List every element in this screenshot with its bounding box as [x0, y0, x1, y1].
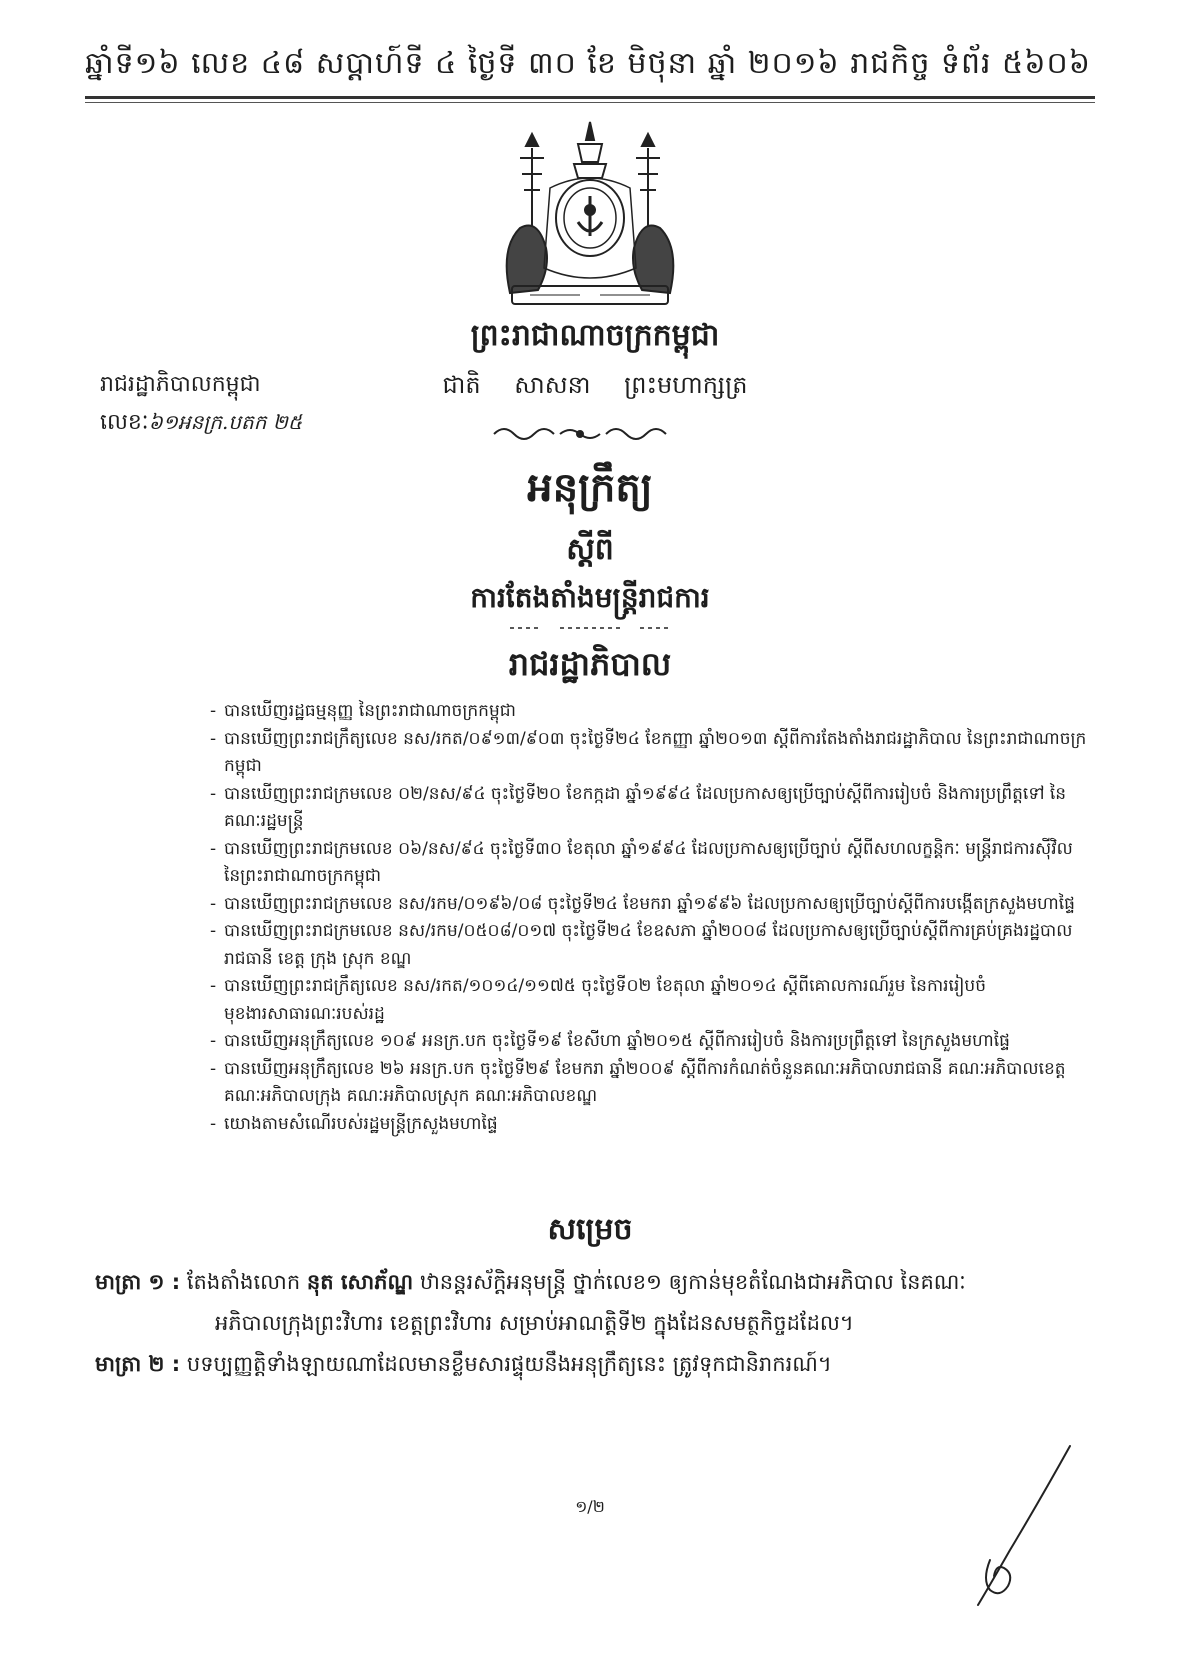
- article-1-text-before: តែងតាំងលោក: [186, 1270, 301, 1294]
- header-rule-thin: [85, 102, 1095, 103]
- article-2-label: មាត្រា ២ :: [95, 1352, 181, 1376]
- motto-king: ព្រះមហាក្សត្រ: [624, 371, 748, 399]
- article-1-text-after: ឋានន្តរស័ក្តិអនុមន្ត្រី ថ្នាក់លេខ១ ឲ្យកាន់មុខតំណែងជាអភិបាល នៃគណៈ: [419, 1270, 966, 1294]
- article-2: [95, 1344, 1085, 1385]
- article-1: [95, 1262, 1085, 1344]
- gazette-header: ឆ្នាំទី១៦ លេខ ៤៨ សប្ដាហ៍ទី ៤ ថ្ងៃទី ៣០ ខែ មិថុនា ឆ្នាំ ២០១៦ រាជកិច្ច ទំព័រ ៥៦០៦: [85, 46, 1092, 81]
- preamble-item: - បានឃើញព្រះរាជក្រមលេខ ០២/នស/៩៤ ចុះថ្ងៃទី២០ ខែកក្កដា ឆ្នាំ១៩៩៤ ដែលប្រកាសឲ្យប្រើច្បាប់ស្ដីពីការរៀបចំ និងការប្រព្រឹត្តទៅ នៃគណៈរដ្ឋមន្ត្រី: [210, 781, 1090, 836]
- number-label: លេខៈ: [100, 410, 149, 435]
- preamble-item: - បានឃើញអនុក្រឹត្យលេខ ២៦ អនក្រ.បក ចុះថ្ងៃទី២៩ ខែមករា ឆ្នាំ២០០៩ ស្ដីពីការកំណត់ចំនួនគណៈអភិបាលរាជធានី គណៈអភិបាលខេត្ត គណៈអភិបាលក្រុង គណៈអភិបាលស្រុក គណៈអភិបាលខណ្ឌ: [210, 1056, 1090, 1111]
- appointee-name: នុត សោភ័ណ្ឌ: [306, 1270, 414, 1294]
- decision-heading: សម្រេច: [547, 1212, 633, 1247]
- issuing-government: រាជរដ្ឋាភិបាលកម្ពុជា: [100, 372, 261, 397]
- royal-coat-of-arms-icon: [490, 118, 690, 313]
- preamble-item: - បានឃើញព្រះរាជក្រមលេខ ០៦/នស/៩៤ ចុះថ្ងៃទី៣០ ខែតុលា ឆ្នាំ១៩៩៤ ដែលប្រកាសឲ្យប្រើច្បាប់ ស្ដីពីសហលក្ខន្តិកៈ មន្ត្រីរាជការស៊ីវិល នៃព្រះរាជាណាចក្រកម្ពុជា: [210, 836, 1090, 891]
- motto-nation: ជាតិ: [442, 371, 481, 399]
- preamble-item: - បានឃើញរដ្ឋធម្មនុញ្ញ នៃព្រះរាជាណាចក្រកម្ពុជា: [210, 698, 1090, 726]
- number-value: ៦១អនក្រ.បតក ២៥: [148, 410, 303, 434]
- preamble-item: - យោងតាមសំណើរបស់រដ្ឋមន្ត្រីក្រសួងមហាផ្ទៃ: [210, 1111, 1090, 1139]
- article-2-text: បទប្បញ្ញត្តិទាំងឡាយណាដែលមានខ្លឹមសារផ្ទុយនឹងអនុក្រឹត្យនេះ ត្រូវទុកជានិរាករណ៍។: [186, 1352, 832, 1376]
- about-label: ស្ដីពី: [566, 532, 614, 567]
- header-rule: [85, 96, 1095, 99]
- article-1-label: មាត្រា ១ :: [95, 1270, 181, 1294]
- preamble-item: - បានឃើញព្រះរាជក្រឹត្យលេខ នស/រកត/១០១៤/១១៧៥ ចុះថ្ងៃទី០២ ខែតុលា ឆ្នាំ២០១៤ ស្ដីពីគោលការណ៍រួម នៃការរៀបចំមុខងារសាធារណៈរបស់រដ្ឋ: [210, 973, 1090, 1028]
- preamble-item: - បានឃើញអនុក្រឹត្យលេខ ១០៩ អនក្រ.បក ចុះថ្ងៃទី១៩ ខែសីហា ឆ្នាំ២០១៥ ស្ដីពីការរៀបចំ និងការប្រព្រឹត្តទៅ នៃក្រសួងមហាផ្ទៃ: [210, 1028, 1090, 1056]
- document-number: [100, 408, 302, 440]
- national-motto: [420, 370, 770, 405]
- article-1-continuation: អភិបាលក្រុងព្រះវិហារ ខេត្តព្រះវិហារ សម្រាប់អាណត្តិទី២ ក្នុងដែនសមត្ថកិច្ចដដែល។: [215, 1311, 854, 1335]
- preamble-item: - បានឃើញព្រះរាជក្រឹត្យលេខ នស/រកត/០៩១៣/៩០៣ ចុះថ្ងៃទី២៤ ខែកញ្ញា ឆ្នាំ២០១៣ ស្ដីពីការតែងតាំងរាជរដ្ឋាភិបាល នៃព្រះរាជាណាចក្រកម្ពុជា: [210, 726, 1090, 781]
- document-subject: ការតែងតាំងមន្ត្រីរាជការ: [470, 581, 710, 614]
- ornament-divider-icon: [490, 420, 670, 446]
- preamble-item: - បានឃើញព្រះរាជក្រមលេខ នស/រកម/០៥០៨/០១៧ ចុះថ្ងៃទី២៤ ខែឧសភា ឆ្នាំ២០០៨ ដែលប្រកាសឲ្យប្រើច្បាប់ស្ដីពីការគ្រប់គ្រងរដ្ឋបាលរាជធានី ខេត្ត ក្រុង ស្រុក ខណ្ឌ: [210, 918, 1090, 973]
- preamble-item: - បានឃើញព្រះរាជក្រមលេខ នស/រកម/០១៩៦/០៨ ចុះថ្ងៃទី២៤ ខែមករា ឆ្នាំ១៩៩៦ ដែលប្រកាសឲ្យប្រើច្បាប់ស្ដីពីការបង្កើតក្រសួងមហាផ្ទៃ: [210, 891, 1090, 919]
- dash-divider: [500, 622, 680, 634]
- authority-heading: រាជរដ្ឋាភិបាល: [508, 645, 672, 683]
- preamble-list: [210, 698, 1090, 1138]
- handwritten-signature-icon: [960, 1440, 1080, 1610]
- page-number: ១/២: [575, 1497, 605, 1516]
- document-title: អនុក្រឹត្យ: [527, 465, 653, 511]
- motto-religion: សាសនា: [514, 371, 591, 399]
- kingdom-name: ព្រះរាជាណាចក្រកម្ពុជា: [470, 318, 720, 353]
